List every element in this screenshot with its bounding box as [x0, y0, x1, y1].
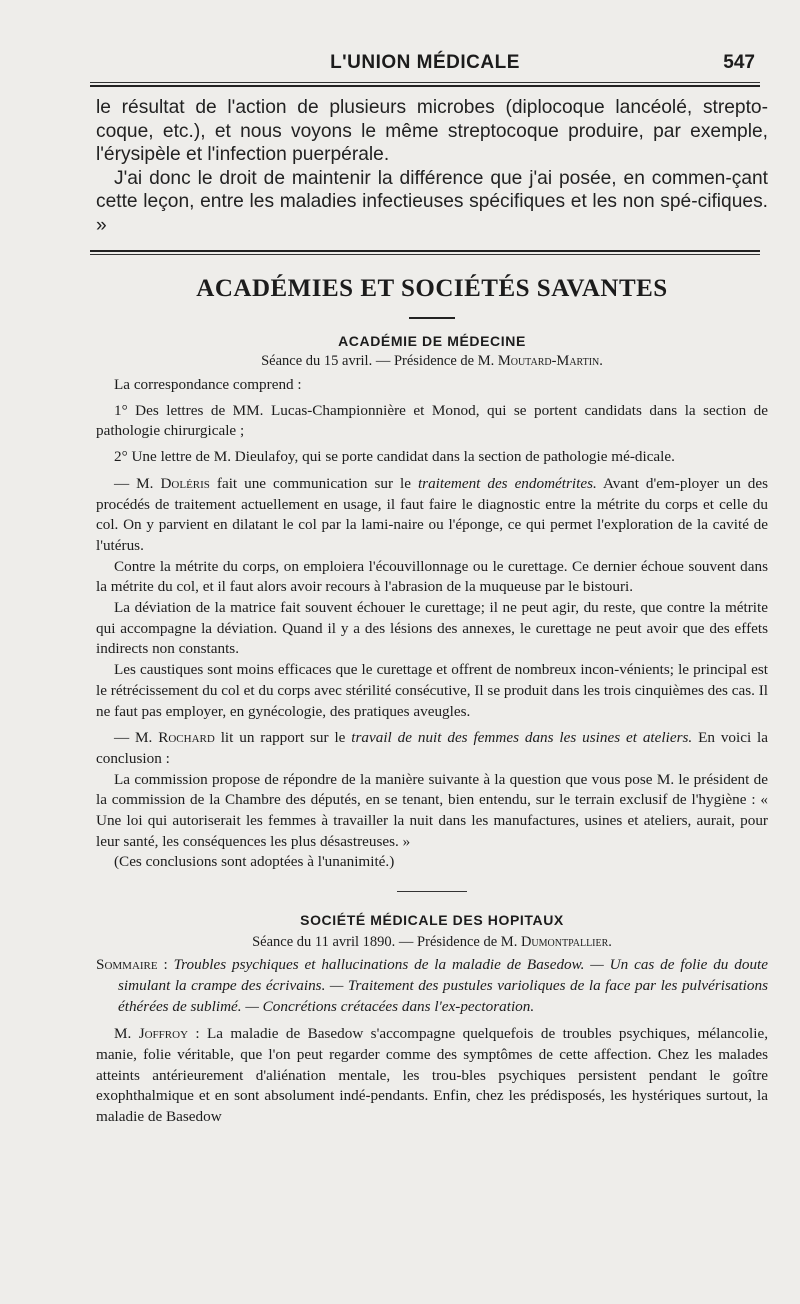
intro-paragraph-1: le résultat de l'action de plusieurs microbes (diplocoque lancéolé, strepto-coque, etc.), et nous voyons le même streptocoque produire, par exemple, l'érysipèle et l'infection puerpérale. [96, 97, 768, 165]
doleris-title: traitement des endométrites. [417, 474, 597, 492]
rochard-title: travail de nuit des femmes dans les usines et ateliers. [351, 729, 693, 747]
joffroy-paragraph [96, 1024, 768, 1128]
sommaire-text: Troubles psychiques et hallucinations de la maladie de Basedow. — Un cas de folie du doute simulant la crampe des écrivains. — Traitement des pustules varioliques de la face par les pulvérisations éthérées de sublimé. — Concrétions crétacées dans l'ex-pectoration. [118, 956, 768, 1015]
item-2-paragraph: 2° Une lettre de M. Dieulafoy, qui se porte candidat dans la section de pathologie mé-dicale. [114, 448, 675, 466]
section-title: ACADÉMIES ET SOCIÉTÉS SAVANTES [196, 275, 668, 302]
hopitaux-session-text: Séance du 11 avril 1890. — Présidence de M. [252, 934, 518, 951]
adopted-paragraph: (Ces conclusions sont adoptées à l'unanimité.) [114, 853, 395, 871]
page-number: 547 [723, 52, 755, 73]
rochard-prefix: — M. [114, 729, 153, 747]
caustiques-paragraph: Les caustiques sont moins efficaces que le curettage et offrent de nombreux incon-vénients; le principal est le rétrécissement du col et du corps avec stérilité consécutive, Il se produit dans les trois cinquièmes des cas. Il ne faut pas employer, en gynécologie, des pratiques aveugles. [96, 661, 768, 720]
doleris-mid: fait une communication sur le [216, 474, 411, 492]
doleris-name: Doléris [160, 474, 210, 492]
hopitaux-president: Dumontpallier. [520, 934, 612, 951]
page-header [95, 52, 755, 82]
hopitaux-title: SOCIÉTÉ MÉDICALE DES HOPITAUX [300, 912, 564, 929]
doleris-prefix: — M. [114, 474, 154, 492]
sommaire-label: Sommaire : [96, 956, 168, 974]
doleris-paragraph [96, 474, 768, 557]
header-rule-thick [90, 85, 760, 87]
correspondance-paragraph: La correspondance comprend : [114, 376, 302, 393]
item-1-paragraph: 1° Des lettres de MM. Lucas-Championnière et Monod, qui se portent candidats dans la section de pathologie chirurgicale ; [96, 401, 768, 440]
page-content [96, 96, 768, 1128]
joffroy-prefix: M. [114, 1025, 132, 1043]
contre-paragraph: Contre la métrite du corps, on emploiera l'écouvillonnage ou le curettage. Ce dernier échoue souvent dans la métrite du col, et il faut alors avoir recours à l'abrasion de la muqueuse par le bistouri. [96, 557, 768, 596]
running-title: L'UNION MÉDICALE [330, 52, 520, 73]
academie-session [96, 353, 768, 370]
header-rule-thin [90, 82, 760, 83]
deviation-paragraph: La déviation de la matrice fait souvent échouer le curettage; il ne peut agir, du reste, que contre la métrite qui accompagne la déviation. Quand il y a des lésions des annexes, le curettage ne peut avoir que des effets indirects non constants. [96, 599, 768, 658]
commission-paragraph: La commission propose de répondre de la manière suivante à la question que vous pose M. le président de la commission de la Chambre des députés, en se tenant, bien entendu, sur le terrain exclusif de l'hygiène : « Une loi qui autoriserait les femmes à travailler la nuit dans les manufactures, usines et ateliers, aurait, pour leur santé, les conséquences les plus désastreuses. » [96, 770, 768, 850]
joffroy-rest: : La maladie de Basedow s'accompagne quelquefois de troubles psychiques, mélancolie, manie, folie véritable, que l'on peut regarder comme des symptômes de cette affection. Chez les malades atteints antérieurement d'aliénation mentale, les trou-bles psychiques persistent pendant le goître exophthalmique et en sont absolument indé-pendants. Enfin, chez les prédisposés, les hystériques surtout, la maladie de Basedow [96, 1025, 768, 1126]
rochard-mid: lit un rapport sur le [220, 729, 346, 747]
doleris-rest: Avant d'em-ployer un des procédés de traitement actuellement en usage, il faut faire le diagnostic entre la métrite du corps et celle du col. On y parvient en dilatant le col par la lami-naire ou l'éponge, ce qui permet l'exploration de la cavité de l'utérus. [96, 474, 769, 554]
hopitaux-session [96, 934, 768, 951]
joffroy-name: Joffroy [138, 1025, 189, 1043]
academie-session-text: Séance du 15 avril. — Présidence de M. [261, 353, 495, 369]
rochard-paragraph [96, 728, 768, 769]
rochard-rest: En voici la conclusion : [96, 729, 769, 767]
rochard-name: Rochard [158, 729, 215, 747]
intro-paragraph-2: J'ai donc le droit de maintenir la différence que j'ai posée, en commen-çant cette leçon, entre les maladies infectieuses spécifiques et les non spé-cifiques. » [96, 167, 768, 236]
academie-president: Moutard-Martin. [497, 353, 603, 369]
sommaire-paragraph [96, 955, 768, 1017]
academie-title: ACADÉMIE DE MÉDECINE [338, 333, 526, 349]
